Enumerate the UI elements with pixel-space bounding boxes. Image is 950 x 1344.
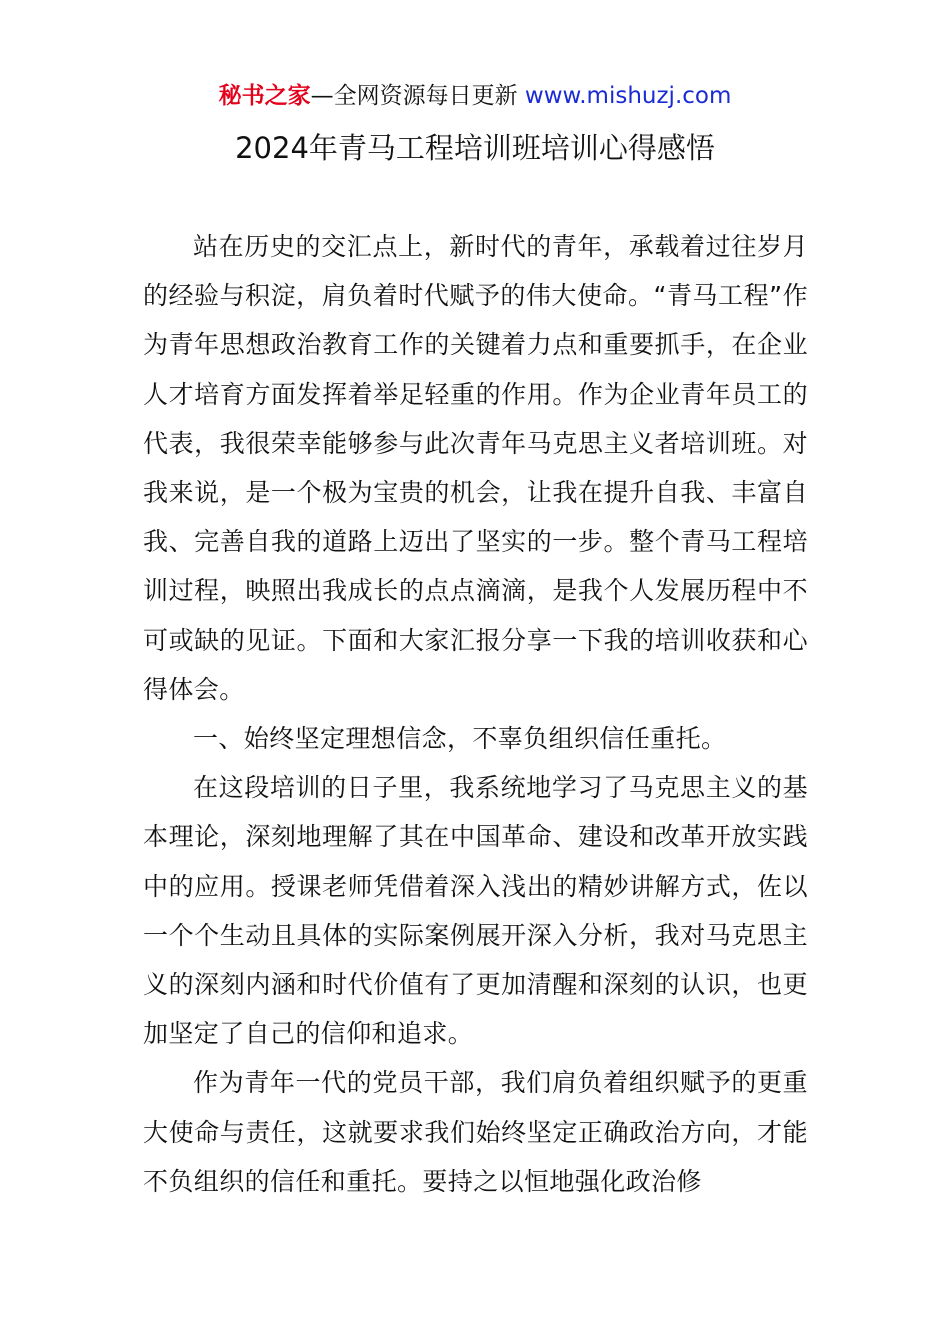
document-title: 2024年青马工程培训班培训心得感悟 [235, 131, 715, 165]
site-header [0, 80, 950, 112]
header-tagline: —全网资源每日更新 [310, 83, 525, 109]
document-body [143, 222, 808, 1206]
body-paragraph: 在这段培训的日子里，我系统地学习了马克思主义的基本理论，深刻地理解了其在中国革命、建设和改革开放实践中的应用。授课老师凭借着深入浅出的精妙讲解方式，佐以一个个生动且具体的实际案例展开深入分析，我对马克思主义的深刻内涵和时代价值有了更加清醒和深刻的认识，也更加坚定了自己的信仰和追求。 [143, 773, 808, 1049]
brand-name: 秘书之家 [218, 83, 311, 109]
section-heading-1: 一、始终坚定理想信念，不辜负组织信任重托。 [193, 724, 727, 754]
intro-paragraph: 站在历史的交汇点上，新时代的青年，承载着过往岁月的经验与积淀，肩负着时代赋予的伟大使命。“青马工程”作为青年思想政治教育工作的关键着力点和重要抓手，在企业人才培育方面发挥着举足轻重的作用。作为企业青年员工的代表，我很荣幸能够参与此次青年马克思主义者培训班。对我来说，是一个极为宝贵的机会，让我在提升自我、丰富自我、完善自我的道路上迈出了坚实的一步。整个青马工程培训过程，映照出我成长的点点滴滴，是我个人发展历程中不可或缺的见证。下面和大家汇报分享一下我的培训收获和心得体会。 [143, 232, 808, 704]
site-url-link[interactable]: www.mishuzj.com [524, 83, 732, 109]
body-paragraph: 作为青年一代的党员干部，我们肩负着组织赋予的更重大使命与责任，这就要求我们始终坚定正确政治方向，才能不负组织的信任和重托。要持之以恒地强化政治修 [143, 1068, 808, 1196]
